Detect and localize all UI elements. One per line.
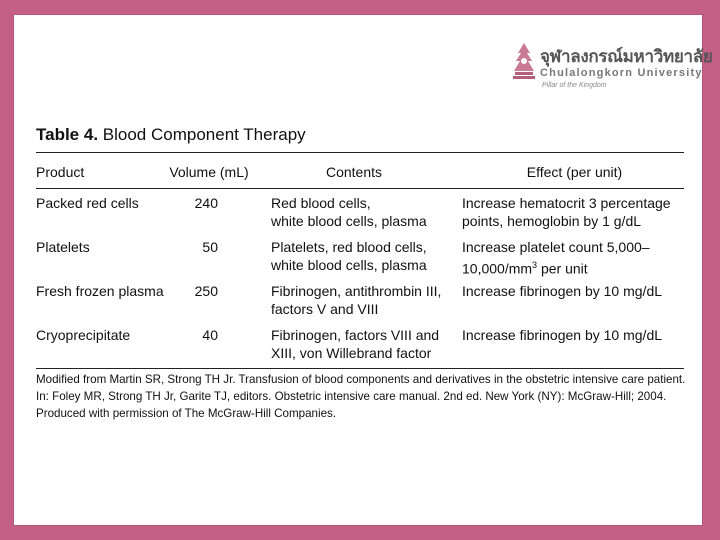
table-footnote: Modified from Martin SR, Strong TH Jr. Transfusion of blood components and derivatives in the obstetric intensive care patient. In: Foley MR, Strong TH Jr, Garite TJ, editors. Obstetric intensive care manual. 2nd ed. New York (NY): McGraw-Hill; 2004. Produced with permission of The McGraw-Hill Companies. (36, 373, 686, 420)
logo-english-name: Chulalongkorn University (540, 67, 703, 79)
table-title-text: Blood Component Therapy (102, 125, 306, 144)
effect-superscript: 3 (532, 260, 538, 270)
header-product: Product (36, 164, 85, 180)
header-volume: Volume (mL) (169, 164, 249, 180)
table-bottom-rule (36, 368, 684, 369)
row-effect-line: Increase fibrinogen by 10 mg/dL (462, 283, 663, 299)
effect-text: 10,000/mm (462, 260, 533, 277)
university-logo (510, 31, 713, 91)
row-contents-line: Fibrinogen, antithrombin III, (271, 283, 442, 299)
row-effect-line (462, 256, 588, 278)
header-effect: Effect (per unit) (526, 164, 623, 180)
row-product: Cryoprecipitate (36, 327, 131, 343)
row-product: Packed red cells (36, 195, 139, 211)
row-contents-line: factors V and VIII (271, 301, 379, 317)
slide (14, 15, 713, 525)
row-contents-line: white blood cells, plasma (271, 257, 427, 273)
row-product: Platelets (36, 239, 90, 255)
row-contents-line: XIII, von Willebrand factor (271, 345, 432, 361)
row-volume: 250 (194, 283, 218, 299)
table-label: Table 4. (36, 125, 99, 144)
row-volume: 240 (194, 195, 218, 211)
logo-tagline: Pillar of the Kingdom (542, 82, 607, 89)
row-contents-line: Red blood cells, (271, 195, 371, 211)
row-effect-line: Increase platelet count 5,000– (462, 239, 650, 255)
table-header-rule (36, 188, 684, 189)
table-top-rule (36, 152, 684, 153)
header-contents: Contents (325, 164, 383, 180)
row-effect-line: Increase hematocrit 3 percentage (462, 195, 671, 211)
row-effect-line: Increase fibrinogen by 10 mg/dL (462, 327, 663, 343)
logo-thai-name: จุฬาลงกรณ์มหาวิทยาลัย (540, 47, 713, 66)
university-emblem-icon (510, 41, 538, 81)
row-product: Fresh frozen plasma (36, 283, 164, 299)
row-contents-line: Fibrinogen, factors VIII and (271, 327, 440, 343)
effect-text: per unit (537, 260, 588, 277)
table-title (36, 125, 306, 145)
row-volume: 50 (202, 239, 218, 255)
row-contents-line: Platelets, red blood cells, (271, 239, 427, 255)
row-effect-line: points, hemoglobin by 1 g/dL (462, 213, 642, 229)
row-contents-line: white blood cells, plasma (271, 213, 427, 229)
row-volume: 40 (202, 327, 218, 343)
